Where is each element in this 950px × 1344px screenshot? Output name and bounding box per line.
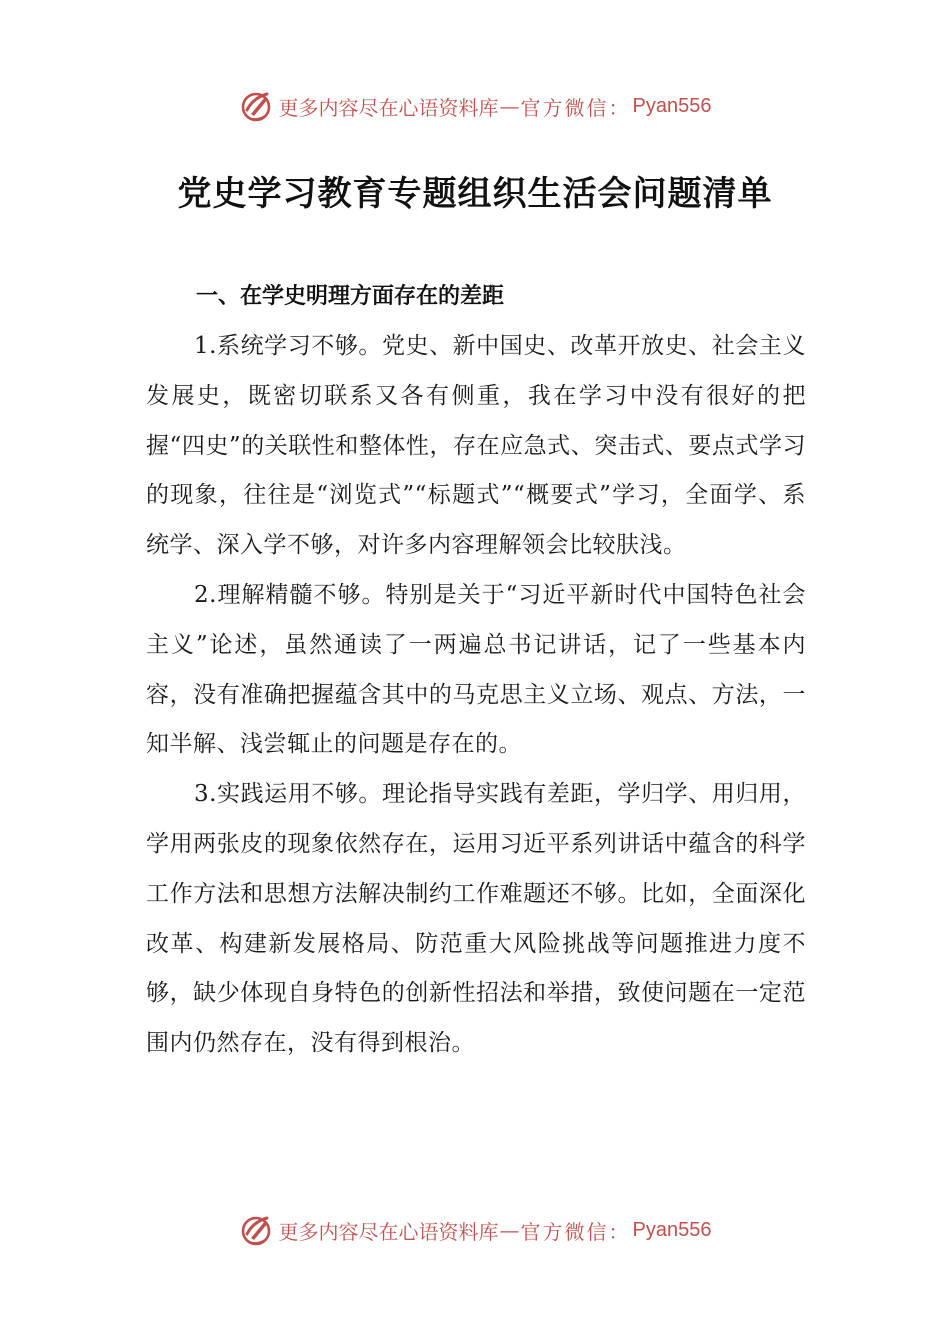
document-title: 党史学习教育专题组织生活会问题清单 [177,174,773,214]
paragraph-2: 2.理解精髓不够。特别是关于“习近平新时代中国特色社会主义”论述，虽然通读了一两遍总书记讲话，记了一些基本内容，没有准确把握蕴含其中的马克思主义立场、观点、方法，一知半解、浅尝辄止的问题是存在的。 [146,581,806,758]
watermark-text: 更多内容尽在心语资料库 [278,95,499,120]
paragraph-3: 3.实践运用不够。理论指导实践有差距，学归学、用归用，学用两张皮的现象依然存在，运用习近平系列讲话中蕴含的科学工作方法和思想方法解决制约工作难题还不够。比如，全面深化改革、构建新发展格局、防范重大风险挑战等问题推进力度不够，缺少体现自身特色的创新性招法和举措，致使问题在一定范围内仍然存在，没有得到根治。 [146,781,806,1057]
header-watermark [0,84,950,128]
paragraph-1: 1.系统学习不够。党史、新中国史、改革开放史、社会主义发展史，既密切联系又各有侧重，我在学习中没有很好的把握“四史”的关联性和整体性，存在应急式、突击式、要点式学习的现象，往往是“浏览式”“标题式”“概要式”学习，全面学、系统学、深入学不够，对许多内容理解领会比较肤浅。 [146,333,806,559]
watermark-wechat-label: 官方微信： [520,95,631,120]
pen-logo-icon [239,1212,275,1248]
watermark-dash: — [499,1218,520,1242]
watermark-wechat-label: 官方微信： [520,1219,631,1244]
pen-logo-icon [239,88,275,124]
footer-watermark [0,1208,950,1252]
watermark-text: 更多内容尽在心语资料库 [278,1219,499,1244]
watermark-wechat-id: Pyan556 [632,94,712,117]
section-heading: 一、在学史明理方面存在的差距 [196,284,505,309]
watermark-dash: — [499,94,520,118]
watermark-wechat-id: Pyan556 [632,1218,712,1241]
document-body [146,272,806,1069]
